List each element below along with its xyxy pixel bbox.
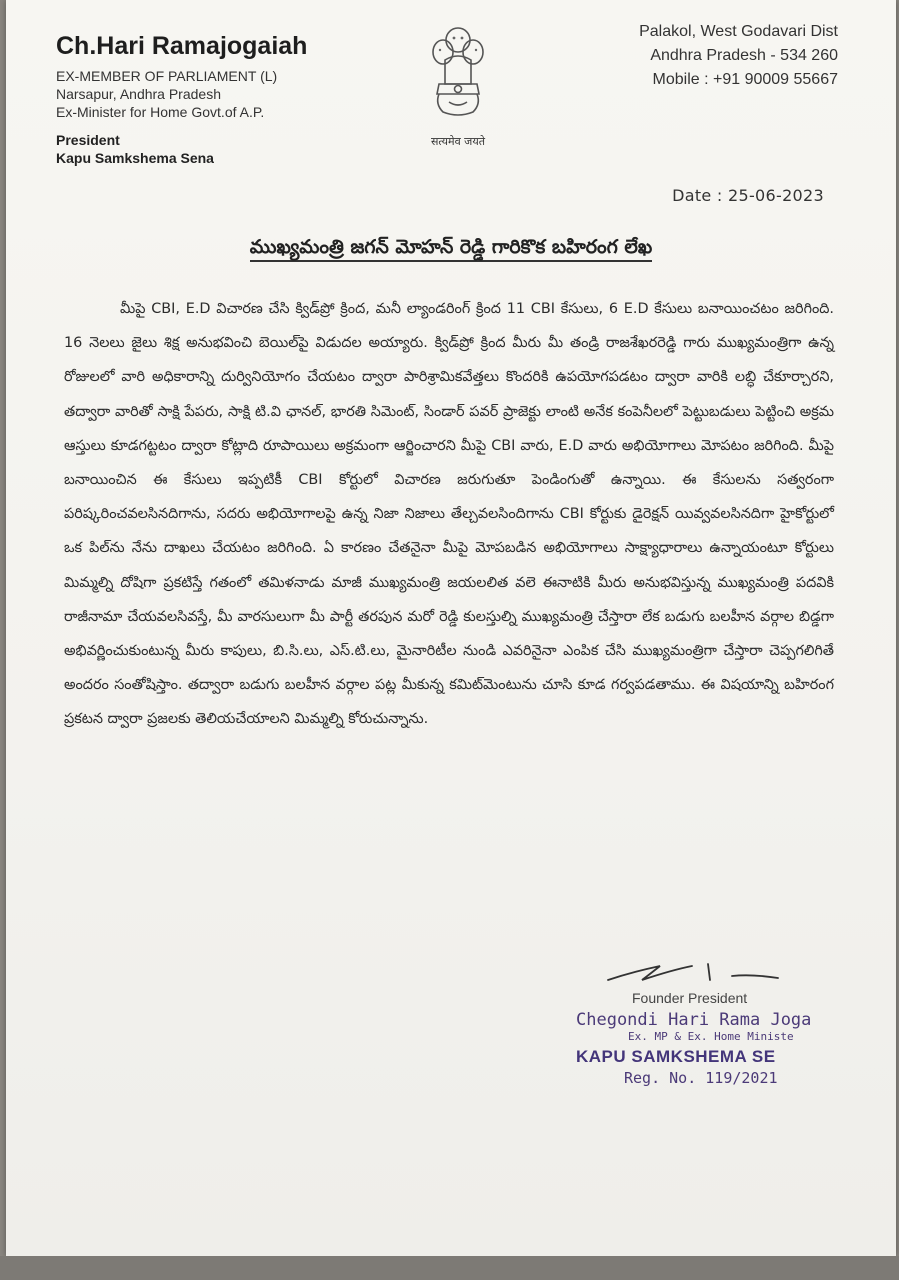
signatory-title: Founder President	[632, 990, 748, 1006]
letterhead-left	[56, 32, 307, 167]
stamp-reg: Reg. No. 119/2021	[624, 1069, 778, 1087]
letter-sheet	[6, 0, 896, 1256]
sender-title-1: EX-MEMBER OF PARLIAMENT (L)	[56, 68, 278, 84]
stamp-org: KAPU SAMKSHEMA SE	[576, 1047, 776, 1066]
letterhead-right	[639, 20, 838, 92]
handwritten-signature	[602, 958, 782, 986]
sender-org: Kapu Samkshema Sena	[56, 150, 214, 166]
sender-role: President	[56, 132, 120, 148]
address-line-2: Andhra Pradesh - 534 260	[650, 47, 838, 64]
letter-date: Date : 25-06-2023	[672, 186, 824, 205]
stamp-role: Ex. MP & Ex. Home Ministe	[628, 1030, 794, 1043]
signature-block	[576, 990, 856, 1087]
emblem-motto: सत्यमेव जयते	[430, 135, 485, 148]
sender-title-3: Ex-Minister for Home Govt.of A.P.	[56, 104, 265, 120]
letter-body: మీపై CBI, E.D విచారణ చేసి క్విడ్‌ప్రో క్రింద, మనీ ల్యాండరింగ్ క్రింద 11 CBI కేసులు, 6 E.D కేసులు బనాయించటం జరిగింది. 16 నెలలు జైలు శిక్ష అనుభవించి బెయిల్‌పై విడుదల అయ్యారు. క్విడ్‌ప్రో క్రింద మీరు మీ తండ్రి రాజశేఖరరెడ్డి గారు ముఖ్యమంత్రిగా ఉన్న రోజులలో వారి అధికారాన్ని దుర్వినియోగం చేయటం ద్వారా పారిశ్రామికవేత్తలు కొందరికి ఉపయోగపడటం ద్వారా వారికి లబ్ధి చేకూర్చారని, తద్వారా వారితో సాక్షి పేపరు, సాక్షి టి.వి ఛానల్, భారతి సిమెంట్, సిండార్ పవర్ ప్రాజెక్టు లాంటి అనేక కంపెనీలలో పెట్టుబడులు పెట్టించి అక్రమ ఆస్తులు కూడగట్టటం ద్వారా కోట్లాది రూపాయిలు అక్రమంగా ఆర్జించారని మీపై CBI వారు, E.D వారు అభియోగాలు మోపటం జరిగింది. మీపై బనాయించిన ఈ కేసులు ఇప్పటికీ CBI కోర్టులో విచారణ జరుగుతూ పెండింగుతో ఉన్నాయి. ఈ కేసులను సత్వరంగా పరిష్కరించవలసినదిగాను, సదరు అభియోగాలపై ఉన్న నిజా నిజాలు తేల్చవలసిందిగాను CBI కోర్టుకు డైరెక్షన్ యివ్వవలసినదిగా హైకోర్టులో ఒక పిల్‌ను నేను దాఖలు చేయటం జరిగింది. ఏ కారణం చేతనైనా మీపై మోపబడిన అభియోగాలు సాక్ష్యాధారాలు ఉన్నాయంటూ కోర్టులు మిమ్మల్ని దోషిగా ప్రకటిస్తే గతంలో తమిళనాడు మాజీ ముఖ్యమంత్రి జయలలిత వలె ఈనాటికి మీరు అనుభవిస్తున్న ముఖ్యమంత్రి పదవికి రాజీనామా చేయవలసివస్తే, మీ వారసులుగా మీ పార్టీ తరపున మరో రెడ్డి కులస్తుల్ని ముఖ్యమంత్రి చేస్తారా లేక బడుగు బలహీన వర్గాల బిడ్డగా అభివర్ణించుకుంటున్న మీరు కాపులు, బి.సి.లు, ఎస్.టి.లు, మైనారిటీల నుండి ఎవరినైనా ఎంపిక చేసి ముఖ్యమంత్రిగా చేస్తారా చెప్పగలిగితే అందరం సంతోషిస్తాం. తద్వారా బడుగు బలహీన వర్గాల పట్ల మీకున్న కమిట్‌మెంటును చూసి కూడ గర్వపడతాము. ఈ విషయాన్ని బహిరంగ ప్రకటన ద్వారా ప్రజలకు తెలియచేయాలని మిమ్మల్ని కోరుచున్నాను.	[64, 301, 834, 728]
sender-name: Ch.Hari Ramajogaiah	[56, 32, 308, 60]
sender-title-2: Narsapur, Andhra Pradesh	[56, 86, 221, 102]
background-surface	[0, 1256, 899, 1280]
mobile-number: Mobile : +91 90009 55667	[652, 71, 838, 88]
lion-capital-icon	[423, 22, 493, 132]
address-line-1: Palakol, West Godavari Dist	[639, 23, 838, 40]
state-emblem	[408, 22, 508, 152]
letter-subject: ముఖ్యమంత్రి జగన్ మోహన్ రెడ్డి గారికొక బహిరంగ లేఖ	[250, 236, 652, 262]
letter-subject-wrap	[6, 236, 896, 263]
stamp-name: Chegondi Hari Rama Joga	[576, 1010, 812, 1030]
